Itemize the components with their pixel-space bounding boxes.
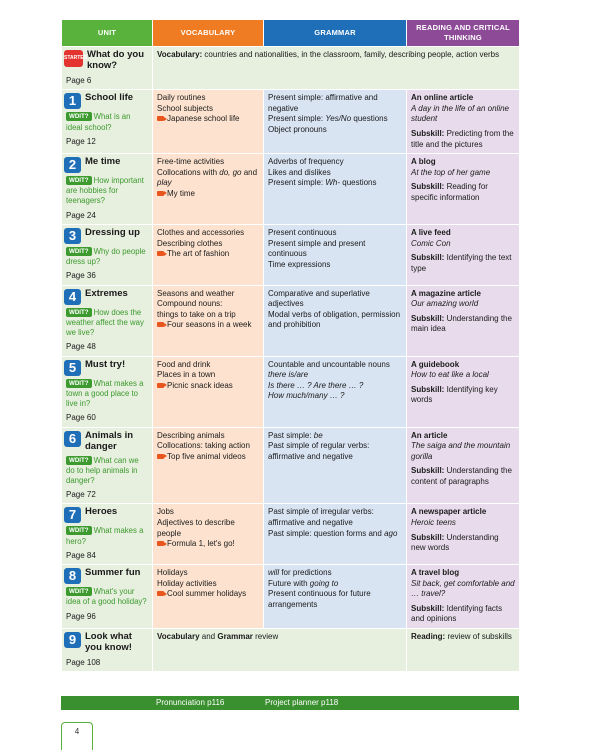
video-icon — [157, 116, 164, 121]
unit-page: Page 60 — [66, 413, 96, 423]
reading-cell — [407, 427, 520, 504]
unit-question: WDIT? Why do people dress up? — [66, 247, 146, 267]
unit-cell — [62, 504, 153, 565]
page-number-tab — [61, 722, 93, 750]
reading-title: A guidebook — [411, 359, 460, 369]
unit-cell — [62, 565, 153, 629]
subskill: Subskill: Identifying key words — [411, 384, 498, 405]
starter-vocab-text: countries and nationalities, in the classroom, family, describing people, action verbs — [202, 50, 500, 59]
reading-text-title: A day in the life of an online student — [411, 103, 509, 124]
unit-number: 5 — [64, 360, 81, 376]
video-icon — [157, 541, 164, 546]
header-grammar: GRAMMAR — [264, 20, 407, 47]
unit-question: WDIT? What is an ideal school? — [66, 112, 131, 132]
reading-text-title: The saiga and the mountain gorilla — [411, 441, 511, 461]
subskill: Subskill: Reading for specific information — [411, 182, 488, 202]
starter-vocab-label: Vocabulary: — [157, 50, 203, 59]
unit-question: WDIT? How does the weather affect the way we live? — [66, 307, 144, 338]
reading-title: A travel blog — [411, 568, 460, 578]
unit-cell — [62, 285, 153, 356]
starter-vocab-cell — [153, 47, 520, 90]
unit-title: Animals in danger — [85, 429, 134, 452]
grammar-cell: Present continuous Present simple and present continuous Time expressions — [264, 225, 407, 286]
footer-bar — [61, 696, 519, 710]
unit-cell — [62, 225, 153, 286]
review-page: Page 108 — [66, 657, 101, 667]
vocabulary-topics: Food and drink Places in a town — [157, 359, 216, 380]
unit-number: 1 — [64, 93, 81, 109]
footer-pronunciation: Pronunciation p116 — [156, 698, 225, 707]
vocabulary-cell — [153, 427, 264, 504]
unit-cell — [62, 356, 153, 427]
unit-page: Page 84 — [66, 550, 96, 560]
video-item: My time — [157, 189, 259, 200]
unit-page: Page 72 — [66, 489, 96, 499]
unit-question: WDIT? How important are hobbies for teenagers? — [66, 176, 144, 206]
subskill: Subskill: Predicting from the title and the pictures — [411, 129, 514, 149]
wdit-badge: WDIT? — [66, 308, 92, 317]
reading-cell — [407, 225, 520, 286]
video-item: Formula 1, let's go! — [157, 539, 259, 550]
review-row — [62, 628, 520, 671]
video-item: Japanese school life — [157, 114, 259, 125]
vocabulary-topics: Free-time activities Collocations with do, go and play — [157, 157, 258, 188]
unit-page: Page 96 — [66, 611, 96, 621]
video-item: Cool summer holidays — [157, 589, 259, 600]
video-icon — [157, 322, 164, 327]
subskill: Subskill: Understanding new words — [411, 532, 499, 553]
unit-row — [62, 225, 520, 286]
header-row — [62, 20, 520, 47]
reading-cell — [407, 565, 520, 629]
wdit-badge: WDIT? — [66, 176, 92, 185]
unit-title: Extremes — [85, 287, 128, 299]
unit-number: 8 — [64, 568, 81, 584]
unit-number: 6 — [64, 431, 81, 447]
unit-number: 7 — [64, 507, 81, 523]
vocabulary-cell — [153, 565, 264, 629]
reading-title: An article — [411, 430, 448, 440]
unit-page: Page 12 — [66, 136, 96, 146]
starter-row — [62, 47, 520, 90]
grammar-cell: Present simple: affirmative and negative Present simple: Yes/No questions Object pronouns — [264, 90, 407, 154]
vocabulary-cell — [153, 225, 264, 286]
reading-text-title: How to eat like a local — [411, 370, 489, 380]
subskill: Subskill: Understanding the main idea — [411, 313, 512, 334]
reading-text-title: Heroic teens — [411, 518, 456, 527]
vocabulary-topics: Holidays Holiday activities — [157, 568, 217, 588]
grammar-cell: Past simple: be Past simple of regular verbs: affirmative and negative — [264, 427, 407, 504]
subskill: Subskill: Identifying facts and opinions — [411, 603, 503, 624]
video-icon — [157, 191, 164, 196]
header-unit: UNIT — [62, 20, 153, 47]
vocabulary-cell — [153, 90, 264, 154]
unit-row — [62, 565, 520, 629]
contents-table — [61, 19, 520, 672]
vocabulary-cell — [153, 285, 264, 356]
grammar-cell: Adverbs of frequency Likes and dislikes Present simple: Wh- questions — [264, 154, 407, 225]
unit-page: Page 48 — [66, 342, 96, 352]
header-vocabulary: VOCABULARY — [153, 20, 264, 47]
unit-question: WDIT? What makes a hero? — [66, 526, 144, 546]
unit-question: WDIT? What can we do to help animals in danger? — [66, 455, 139, 485]
reading-text-title: Sit back, get comfortable and … travel? — [411, 578, 515, 599]
starter-page: Page 6 — [66, 75, 92, 85]
footer-project-planner: Project planner p118 — [265, 698, 339, 707]
video-icon — [157, 383, 164, 388]
unit-number: 3 — [64, 228, 81, 244]
unit-row — [62, 154, 520, 225]
video-icon — [157, 454, 164, 459]
video-icon — [157, 591, 164, 596]
unit-question: WDIT? What makes a town a good place to live in? — [66, 378, 144, 409]
unit-cell — [62, 154, 153, 225]
unit-page: Page 24 — [66, 210, 96, 220]
unit-number: 4 — [64, 289, 81, 305]
unit-title: Dressing up — [85, 227, 140, 239]
unit-page: Page 36 — [66, 271, 96, 281]
unit-row — [62, 285, 520, 356]
reading-title: An online article — [411, 93, 474, 103]
grammar-cell: Countable and uncountable nouns there is/are Is there … ? Are there … ? How much/many … ? — [264, 356, 407, 427]
vocabulary-topics: Clothes and accessories Describing clothes — [157, 228, 245, 248]
video-item: Picnic snack ideas — [157, 381, 259, 392]
reading-cell — [407, 356, 520, 427]
unit-row — [62, 90, 520, 154]
grammar-cell: will for predictions Future with going to Present continuous for future arrangements — [264, 565, 407, 629]
reading-text-title: Our amazing world — [411, 299, 479, 309]
reading-text-title: At the top of her game — [411, 167, 491, 177]
wdit-badge: WDIT? — [66, 587, 92, 596]
grammar-cell: Past simple of irregular verbs: affirmative and negative Past simple: question forms and ago — [264, 504, 407, 565]
unit-title: Me time — [85, 156, 121, 168]
review-title: Look what you know! — [85, 630, 132, 653]
vocabulary-topics: Seasons and weather Compound nouns: things to take on a trip — [157, 288, 236, 319]
wdit-badge: WDIT? — [66, 247, 92, 256]
vocabulary-cell — [153, 154, 264, 225]
reading-cell — [407, 90, 520, 154]
reading-cell — [407, 504, 520, 565]
review-vocab-grammar-cell: Vocabulary and Grammar review — [153, 628, 407, 671]
video-item: Top five animal videos — [157, 452, 259, 463]
subskill: Subskill: Identifying the text type — [411, 253, 512, 273]
unit-question: WDIT? What's your idea of a good holiday? — [66, 587, 147, 607]
unit-title: Heroes — [85, 506, 118, 518]
review-unit-cell — [62, 628, 153, 671]
grammar-cell: Comparative and superlative adjectives Modal verbs of obligation, permission and prohibition — [264, 285, 407, 356]
starter-badge: STARTER — [64, 50, 83, 67]
reading-title: A newspaper article — [411, 507, 487, 517]
wdit-badge: WDIT? — [66, 526, 92, 535]
vocabulary-topics: Jobs Adjectives to describe people — [157, 507, 235, 538]
reading-title: A magazine article — [411, 288, 481, 298]
unit-cell — [62, 90, 153, 154]
wdit-badge: WDIT? — [66, 456, 92, 465]
video-item: The art of fashion — [157, 249, 259, 260]
unit-title: School life — [85, 92, 134, 104]
unit-title: Must try! — [85, 358, 126, 370]
video-item: Four seasons in a week — [157, 320, 259, 331]
vocabulary-topics: Daily routines School subjects — [157, 93, 214, 113]
starter-title: What do you know? — [87, 49, 144, 71]
unit-row — [62, 427, 520, 504]
vocabulary-cell — [153, 504, 264, 565]
page-number: 4 — [74, 727, 80, 736]
reading-cell — [407, 154, 520, 225]
reading-text-title: Comic Con — [411, 238, 451, 248]
unit-row — [62, 356, 520, 427]
subskill: Subskill: Understanding the content of paragraphs — [411, 466, 512, 486]
starter-unit-cell — [62, 47, 153, 90]
unit-number: 9 — [64, 632, 81, 648]
unit-cell — [62, 427, 153, 504]
unit-number: 2 — [64, 157, 81, 173]
wdit-badge: WDIT? — [66, 112, 92, 121]
reading-cell — [407, 285, 520, 356]
unit-row — [62, 504, 520, 565]
unit-title: Summer fun — [85, 567, 141, 579]
header-reading: READING AND CRITICAL THINKING — [407, 20, 520, 47]
vocabulary-topics: Describing animals Collocations: taking action — [157, 430, 250, 451]
video-icon — [157, 251, 164, 256]
reading-title: A blog — [411, 157, 436, 167]
reading-title: A live feed — [411, 228, 451, 238]
vocabulary-cell — [153, 356, 264, 427]
wdit-badge: WDIT? — [66, 379, 92, 388]
review-reading-cell: Reading: review of subskills — [407, 628, 520, 671]
